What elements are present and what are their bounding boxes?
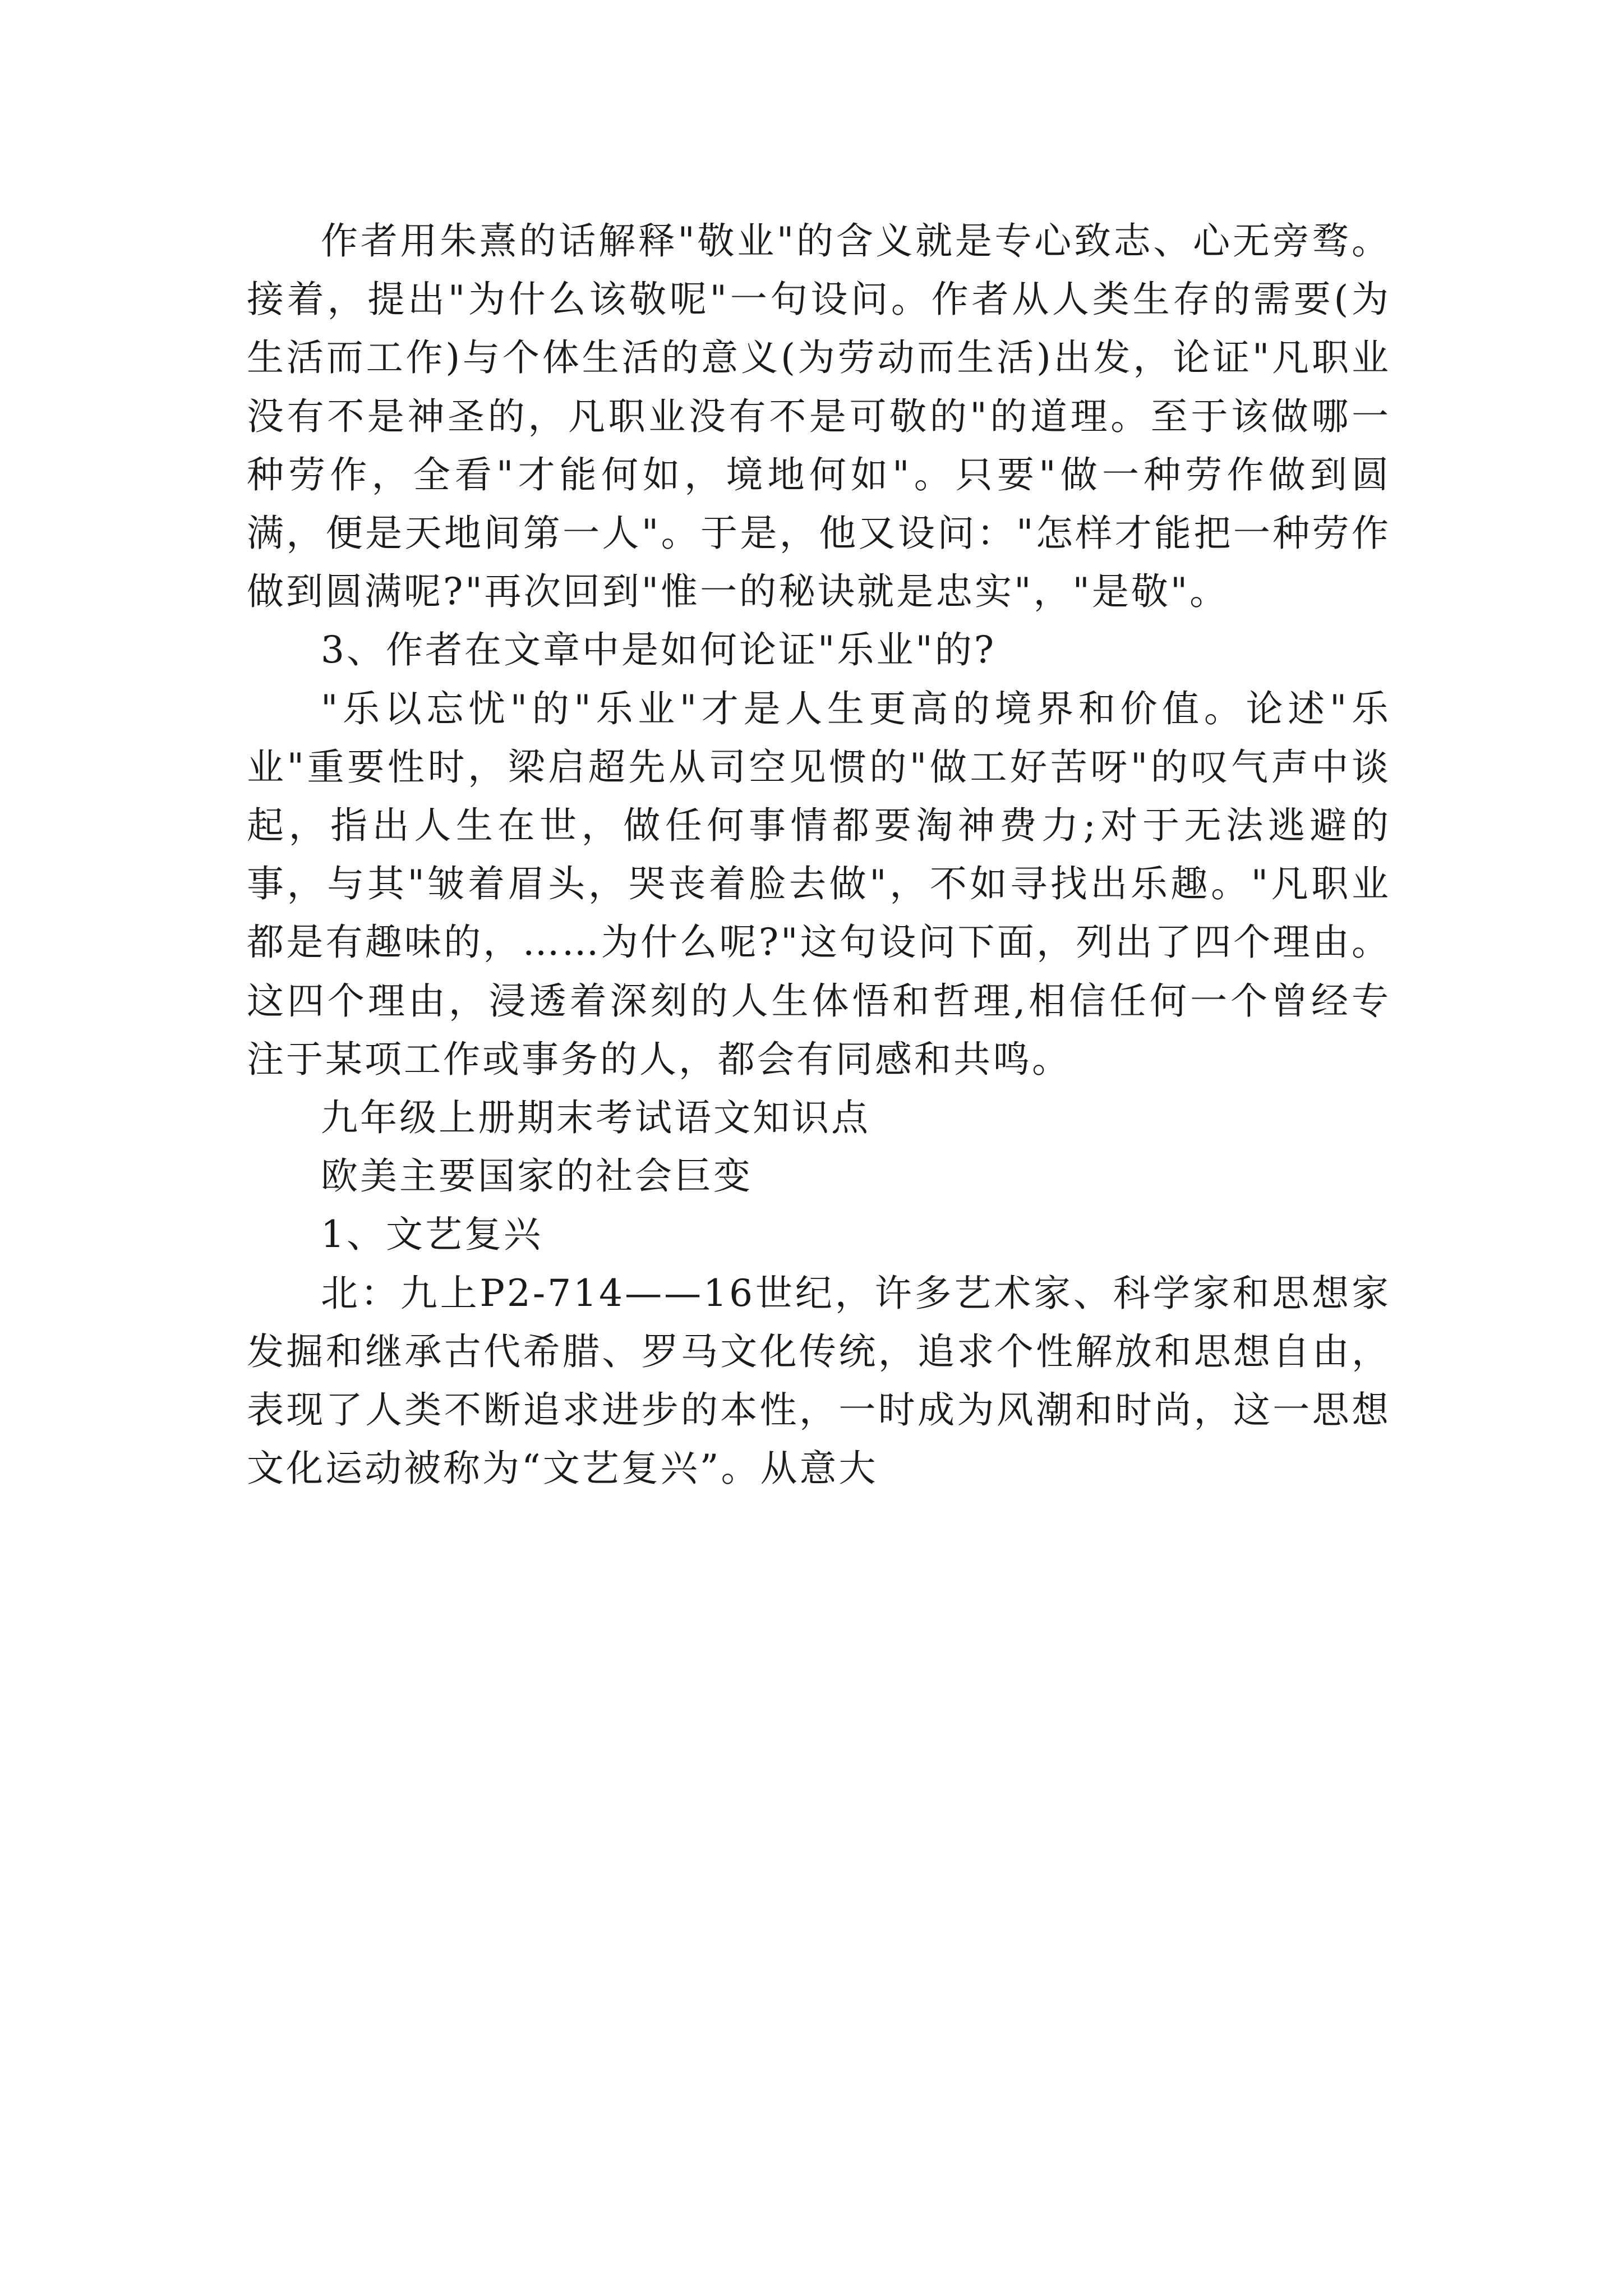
subsection-heading: 欧美主要国家的社会巨变 — [321, 1154, 753, 1198]
document-body — [247, 212, 1391, 1498]
question-leye: 3、作者在文章中是如何论证"乐业"的? — [321, 628, 997, 672]
paragraph-renaissance: 北：九上P2-714——16世纪，许多艺术家、科学家和思想家发掘和继承古代希腊、罗马文化传统，追求个性解放和思想自由，表现了人类不断追求进步的本性，一时成为风潮和时尚，这一思想文化运动被称为“文艺复兴”。从意大 — [247, 1271, 1391, 1490]
paragraph-jingye-explanation: 作者用朱熹的话解释"敬业"的含义就是专心致志、心无旁骛。接着，提出"为什么该敬呢"一句设问。作者从人类生存的需要(为生活而工作)与个体生活的意义(为劳动而生活)出发，论证"凡职业没有不是神圣的，凡职业没有不是可敬的"的道理。至于该做哪一种劳作，全看"才能何如，境地何如"。只要"做一种劳作做到圆满，便是天地间第一人"。于是，他又设问："怎样才能把一种劳作做到圆满呢?"再次回到"惟一的秘诀就是忠实"，"是敬"。 — [247, 219, 1391, 614]
paragraph-leye-answer: "乐以忘忧"的"乐业"才是人生更高的境界和价值。论述"乐业"重要性时，梁启超先从司空见惯的"做工好苦呀"的叹气声中谈起，指出人生在世，做任何事情都要淘神费力;对于无法逃避的事，与其"皱着眉头，哭丧着脸去做"，不如寻找出乐趣。"凡职业都是有趣味的，……为什么呢?"这句设问下面，列出了四个理由。这四个理由，浸透着深刻的人生体悟和哲理,相信任何一个曾经专注于某项工作或事务的人，都会有同感和共鸣。 — [247, 687, 1391, 1081]
section-heading: 九年级上册期末考试语文知识点 — [321, 1096, 870, 1140]
item-heading: 1、文艺复兴 — [321, 1213, 543, 1257]
